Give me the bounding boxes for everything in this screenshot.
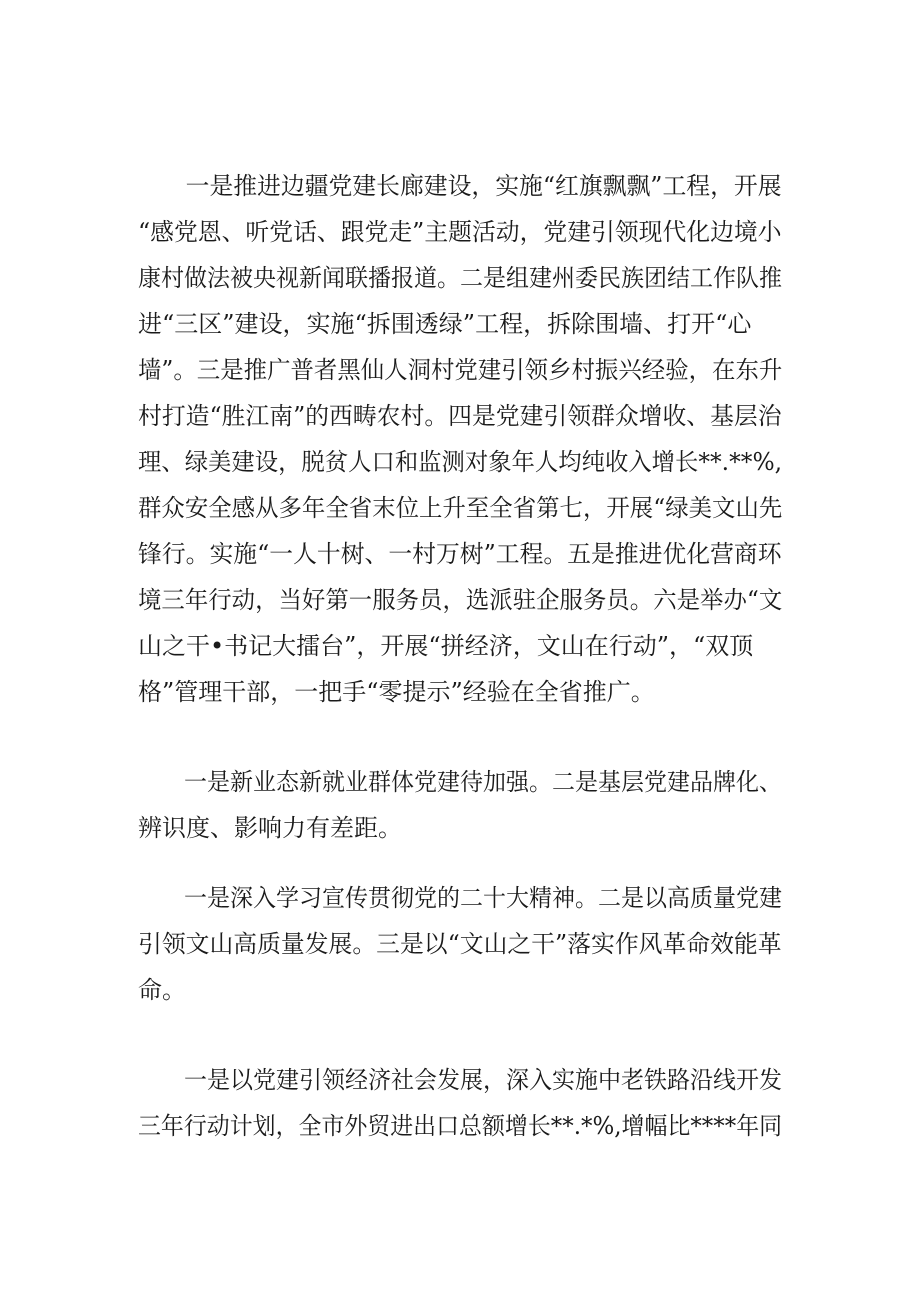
paragraph-line: 进“三区”建设，实施“拆围透绿”工程，拆除围墙、打开“心	[138, 310, 752, 338]
paragraph-line: 群众安全感从多年全省末位上升至全省第七，开展“绿美文山先	[138, 494, 783, 522]
paragraph-line: 引领文山高质量发展。三是以“文山之干”落实作风革命效能革	[138, 930, 782, 958]
paragraph-line: 康村做法被央视新闻联播报道。二是组建州委民族团结工作队推	[138, 264, 782, 292]
paragraph-line: 一是推进边疆党建长廊建设，实施“红旗飘飘”工程，开展	[138, 172, 782, 200]
paragraph-line: 一是深入学习宣传贯彻党的二十大精神。二是以高质量党建	[138, 884, 782, 912]
paragraph-line: 命。	[138, 976, 186, 1004]
paragraph-line: 一是以党建引领经济社会发展，深入实施中老铁路沿线开发	[138, 1066, 782, 1094]
paragraph-line: 三年行动计划，全市外贸进出口总额增长**.*%,增幅比****年同	[138, 1112, 783, 1140]
paragraph-line: 一是新业态新就业群体党建待加强。二是基层党建品牌化、	[138, 768, 782, 796]
paragraph-line: 格”管理干部，一把手“零提示”经验在全省推广。	[138, 678, 655, 706]
paragraph-line: “感党恩、听党话、跟党走”主题活动，党建引领现代化边境小	[138, 218, 782, 246]
paragraph-line: 理、绿美建设，脱贫人口和监测对象年人均纯收入增长**.**%,	[138, 448, 783, 476]
paragraph-line: 村打造“胜江南”的西畴农村。四是党建引领群众增收、基层治	[138, 402, 782, 430]
paragraph-line: 锋行。实施“一人十树、一村万树”工程。五是推进优化营商环	[138, 540, 782, 568]
paragraph-line: 辨识度、影响力有差距。	[138, 814, 402, 842]
paragraph-line: 境三年行动，当好第一服务员，选派驻企服务员。六是举办“文	[138, 586, 783, 614]
paragraph-line: 墙”。三是推广普者黑仙人洞村党建引领乡村振兴经验，在东升	[138, 356, 783, 384]
paragraph-line: 山之干•书记大擂台”，开展“拼经济，文山在行动”，“双顶	[138, 632, 754, 660]
